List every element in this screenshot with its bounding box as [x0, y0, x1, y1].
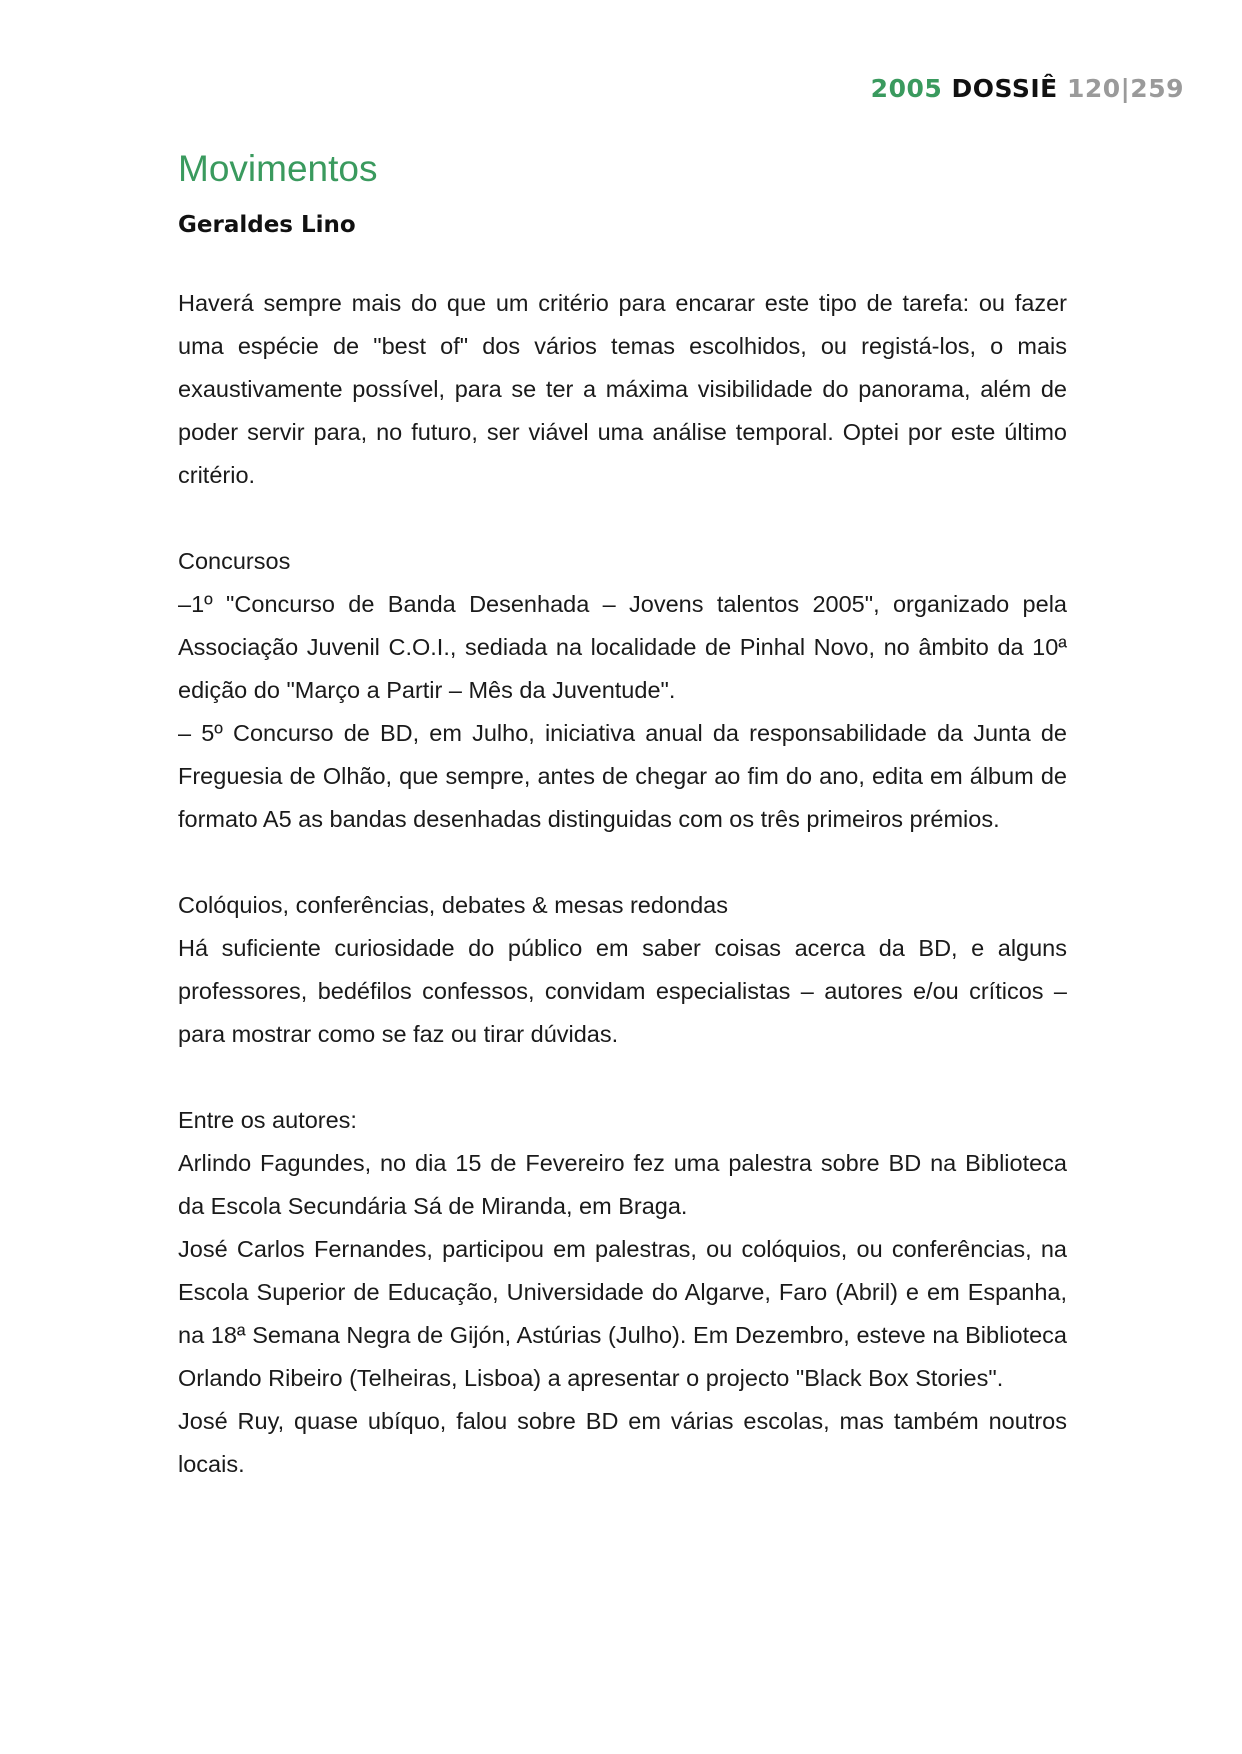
autores-heading: Entre os autores: — [178, 1107, 357, 1133]
concursos-heading: Concursos — [178, 548, 291, 574]
concursos-item-1: –1º "Concurso de Banda Desenhada – Jovens talentos 2005", organizado pela Associação Juvenil C.O.I., sediada na localidade de Pinhal Novo, no âmbito da 10ª edição do "Março a Partir – Mês da Juventude". — [178, 591, 1067, 703]
header-title: DOSSIÊ — [951, 74, 1058, 103]
coloquios-paragraph: Há suficiente curiosidade do público em saber coisas acerca da BD, e alguns professores, bedéfilos confessos, convidam especialistas – autores e/ou críticos – para mostrar como se faz ou tirar dúvidas. — [178, 935, 1067, 1047]
spacer — [178, 841, 1067, 884]
coloquios-heading: Colóquios, conferências, debates & mesas redondas — [178, 892, 728, 918]
spacer — [178, 1056, 1067, 1099]
intro-paragraph: Haverá sempre mais do que um critério para encarar este tipo de tarefa: ou fazer uma espécie de "best of" dos vários temas escolhidos, ou registá-los, o mais exaustivamente possível, para se ter a máxima visibilidade do panorama, além de poder servir para, no futuro, ser viável uma análise temporal. Optei por este último critério. — [178, 290, 1067, 488]
spacer — [178, 497, 1067, 540]
section-title: Movimentos — [178, 148, 378, 189]
author-name: Geraldes Lino — [178, 212, 356, 238]
header-year: 2005 — [870, 74, 943, 103]
header-page-number: 120|259 — [1066, 74, 1184, 103]
running-header — [871, 74, 1184, 103]
autores-paragraph-1: Arlindo Fagundes, no dia 15 de Fevereiro fez uma palestra sobre BD na Biblioteca da Escola Secundária Sá de Miranda, em Braga. — [178, 1150, 1067, 1219]
autores-paragraph-2: José Carlos Fernandes, participou em palestras, ou colóquios, ou conferências, na Escola Superior de Educação, Universidade do Algarve, Faro (Abril) e em Espanha, na 18ª Semana Negra de Gijón, Astúrias (Julho). Em Dezembro, esteve na Biblioteca Orlando Ribeiro (Telheiras, Lisboa) a apresentar o projecto "Black Box Stories". — [178, 1236, 1067, 1391]
concursos-item-2: – 5º Concurso de BD, em Julho, iniciativa anual da responsabilidade da Junta de Freguesia de Olhão, que sempre, antes de chegar ao fim do ano, edita em álbum de formato A5 as bandas desenhadas distinguidas com os três primeiros prémios. — [178, 720, 1067, 832]
autores-paragraph-3: José Ruy, quase ubíquo, falou sobre BD em várias escolas, mas também noutros locais. — [178, 1408, 1067, 1477]
article-body — [178, 142, 1067, 1486]
